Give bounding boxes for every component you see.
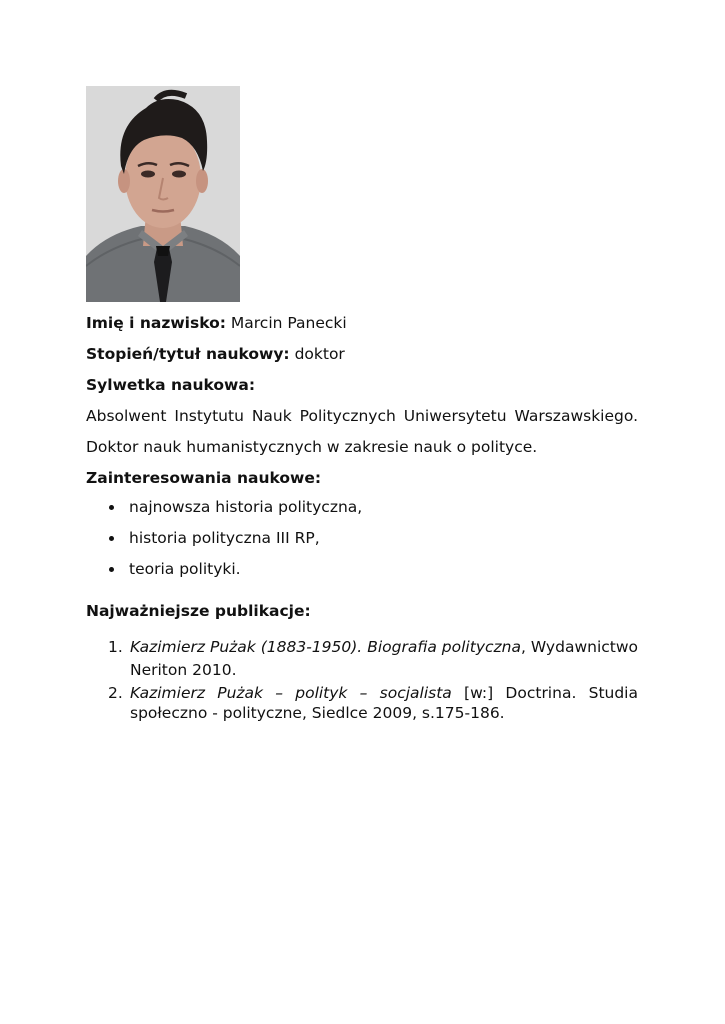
name-value: Marcin Panecki <box>230 314 347 332</box>
bullet-icon <box>109 567 114 572</box>
degree-label: Stopień/tytuł naukowy: <box>86 345 290 363</box>
publication-line-1 <box>130 637 638 657</box>
publication-details: , Wydawnictwo <box>520 638 639 656</box>
interest-text: najnowsza historia polityczna, <box>129 498 363 516</box>
publication-line-2: Neriton 2010. <box>130 661 237 679</box>
bio-line-1: Absolwent Instytutu Nauk Politycznych Uniwersytetu Warszawskiego. <box>86 407 638 425</box>
list-item <box>86 559 638 590</box>
bio-heading: Sylwetka naukowa: <box>86 376 256 394</box>
portrait-photo <box>86 86 240 302</box>
publication-line-1 <box>130 683 638 703</box>
publication-details: [w:] Doctrina. Studia <box>451 684 638 702</box>
interests-heading: Zainteresowania naukowe: <box>86 469 322 487</box>
item-number: 1. <box>108 638 123 656</box>
publications-list <box>86 637 638 727</box>
item-number: 2. <box>108 684 123 702</box>
publication-line-2: społeczno - polityczne, Siedlce 2009, s.175-186. <box>130 704 505 722</box>
publication-title: Kazimierz Pużak (1883-1950). Biografia polityczna <box>130 638 521 656</box>
name-label: Imię i nazwisko: <box>86 314 226 332</box>
degree-value: doktor <box>294 345 345 363</box>
name-row <box>86 313 638 333</box>
publications-heading: Najważniejsze publikacje: <box>86 602 311 620</box>
interest-text: historia polityczna III RP, <box>129 529 320 547</box>
publication-title: Kazimierz Pużak – polityk – socjalista <box>130 684 452 702</box>
list-item <box>86 683 638 727</box>
list-item <box>86 528 638 559</box>
bullet-icon <box>109 505 114 510</box>
degree-row <box>86 344 638 364</box>
bio-line-2: Doktor nauk humanistycznych w zakresie nauk o polityce. <box>86 438 538 456</box>
interest-text: teoria polityki. <box>129 560 241 578</box>
bullet-icon <box>109 536 114 541</box>
interests-list <box>86 497 638 590</box>
list-item <box>86 497 638 528</box>
list-item <box>86 637 638 683</box>
